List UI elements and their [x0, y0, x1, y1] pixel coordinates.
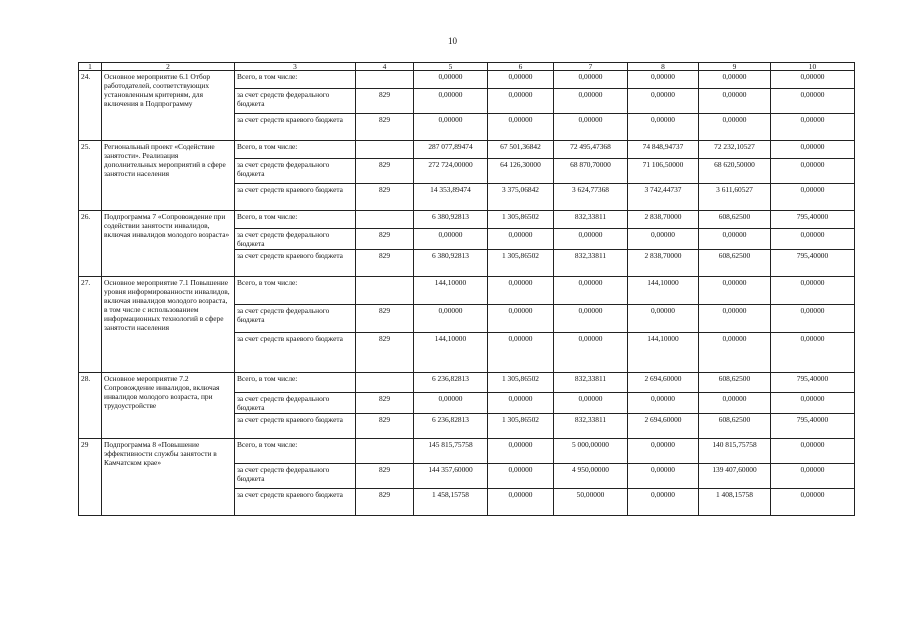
amount-cell: 795,40000 — [771, 211, 855, 229]
amount-cell: 144,10000 — [414, 333, 488, 373]
amount-cell: 1 408,15758 — [699, 489, 771, 516]
amount-cell: 72 232,10527 — [699, 141, 771, 159]
amount-cell: 3 375,06842 — [488, 184, 554, 211]
amount-cell: 0,00000 — [554, 229, 628, 250]
amount-cell: 6 380,92813 — [414, 211, 488, 229]
budget-code-cell: 829 — [356, 89, 414, 114]
amount-cell: 0,00000 — [699, 393, 771, 414]
amount-cell: 0,00000 — [628, 305, 699, 333]
amount-cell: 0,00000 — [628, 489, 699, 516]
funding-source-cell: за счет средств краевого бюджета — [235, 184, 356, 211]
amount-cell: 71 106,50000 — [628, 159, 699, 184]
amount-cell: 144 357,60000 — [414, 464, 488, 489]
amount-cell: 0,00000 — [771, 159, 855, 184]
funding-source-cell: Всего, в том числе: — [235, 277, 356, 305]
amount-cell: 0,00000 — [488, 305, 554, 333]
funding-source-cell: за счет средств федерального бюджета — [235, 393, 356, 414]
funding-source-cell: за счет средств краевого бюджета — [235, 489, 356, 516]
amount-cell: 0,00000 — [414, 114, 488, 141]
funding-source-cell: Всего, в том числе: — [235, 439, 356, 464]
column-header: 8 — [628, 63, 699, 71]
funding-source-cell: за счет средств федерального бюджета — [235, 89, 356, 114]
amount-cell: 0,00000 — [771, 489, 855, 516]
amount-cell: 2 838,70000 — [628, 250, 699, 277]
budget-code-cell: 829 — [356, 184, 414, 211]
budget-code-cell: 829 — [356, 489, 414, 516]
amount-cell: 3 742,44737 — [628, 184, 699, 211]
table-row — [79, 71, 855, 89]
amount-cell: 0,00000 — [628, 114, 699, 141]
amount-cell: 0,00000 — [414, 305, 488, 333]
amount-cell: 0,00000 — [488, 229, 554, 250]
amount-cell: 0,00000 — [771, 71, 855, 89]
amount-cell: 0,00000 — [771, 184, 855, 211]
budget-code-cell: 829 — [356, 305, 414, 333]
amount-cell: 0,00000 — [628, 89, 699, 114]
amount-cell: 0,00000 — [628, 71, 699, 89]
amount-cell: 608,62500 — [699, 373, 771, 393]
table-row — [79, 439, 855, 464]
amount-cell: 0,00000 — [699, 89, 771, 114]
amount-cell: 0,00000 — [699, 114, 771, 141]
amount-cell: 795,40000 — [771, 373, 855, 393]
amount-cell: 1 305,86502 — [488, 373, 554, 393]
amount-cell: 1 305,86502 — [488, 250, 554, 277]
amount-cell: 608,62500 — [699, 250, 771, 277]
budget-code-cell: 829 — [356, 114, 414, 141]
funding-source-cell: Всего, в том числе: — [235, 211, 356, 229]
amount-cell: 0,00000 — [554, 71, 628, 89]
amount-cell: 5 000,00000 — [554, 439, 628, 464]
column-header: 2 — [102, 63, 235, 71]
amount-cell: 139 407,60000 — [699, 464, 771, 489]
amount-cell: 3 611,60527 — [699, 184, 771, 211]
amount-cell: 0,00000 — [771, 393, 855, 414]
table-row — [79, 373, 855, 393]
amount-cell: 0,00000 — [699, 305, 771, 333]
budget-code-cell — [356, 211, 414, 229]
column-header: 5 — [414, 63, 488, 71]
amount-cell: 144,10000 — [628, 333, 699, 373]
budget-code-cell — [356, 71, 414, 89]
amount-cell: 0,00000 — [554, 305, 628, 333]
amount-cell: 0,00000 — [488, 393, 554, 414]
column-header: 1 — [79, 63, 102, 71]
budget-code-cell: 829 — [356, 393, 414, 414]
amount-cell: 0,00000 — [771, 114, 855, 141]
amount-cell: 0,00000 — [699, 229, 771, 250]
amount-cell: 0,00000 — [771, 464, 855, 489]
amount-cell: 0,00000 — [554, 89, 628, 114]
amount-cell: 0,00000 — [771, 333, 855, 373]
column-number-row — [79, 63, 855, 71]
amount-cell: 795,40000 — [771, 250, 855, 277]
row-number-cell: 25. — [79, 141, 102, 211]
amount-cell: 6 236,82813 — [414, 414, 488, 439]
amount-cell: 140 815,75758 — [699, 439, 771, 464]
amount-cell: 0,00000 — [771, 439, 855, 464]
column-header: 10 — [771, 63, 855, 71]
budget-code-cell: 829 — [356, 464, 414, 489]
funding-source-cell: за счет средств краевого бюджета — [235, 250, 356, 277]
amount-cell: 608,62500 — [699, 211, 771, 229]
amount-cell: 67 501,36842 — [488, 141, 554, 159]
amount-cell: 0,00000 — [488, 333, 554, 373]
budget-code-cell — [356, 141, 414, 159]
amount-cell: 0,00000 — [554, 393, 628, 414]
budget-code-cell — [356, 439, 414, 464]
amount-cell: 832,33811 — [554, 373, 628, 393]
amount-cell: 145 815,75758 — [414, 439, 488, 464]
amount-cell: 0,00000 — [488, 71, 554, 89]
amount-cell: 2 694,60000 — [628, 414, 699, 439]
amount-cell: 1 305,86502 — [488, 414, 554, 439]
amount-cell: 0,00000 — [771, 305, 855, 333]
table-row — [79, 277, 855, 305]
amount-cell: 272 724,00000 — [414, 159, 488, 184]
program-name-cell: Подпрограмма 8 «Повышение эффективности службы занятости в Камчатском крае» — [102, 439, 235, 516]
funding-source-cell: за счет средств краевого бюджета — [235, 333, 356, 373]
amount-cell: 0,00000 — [628, 439, 699, 464]
amount-cell: 0,00000 — [771, 89, 855, 114]
budget-code-cell — [356, 373, 414, 393]
amount-cell: 0,00000 — [699, 71, 771, 89]
funding-source-cell: за счет средств федерального бюджета — [235, 464, 356, 489]
amount-cell: 50,00000 — [554, 489, 628, 516]
amount-cell: 0,00000 — [554, 114, 628, 141]
amount-cell: 1 305,86502 — [488, 211, 554, 229]
column-header: 7 — [554, 63, 628, 71]
row-number-cell: 28. — [79, 373, 102, 439]
program-name-cell: Основное мероприятие 7.2 Сопровождение инвалидов, включая инвалидов молодого возраста, при трудоустройстве — [102, 373, 235, 439]
amount-cell: 74 848,94737 — [628, 141, 699, 159]
amount-cell: 14 353,89474 — [414, 184, 488, 211]
amount-cell: 0,00000 — [488, 89, 554, 114]
amount-cell: 287 077,89474 — [414, 141, 488, 159]
column-header: 6 — [488, 63, 554, 71]
amount-cell: 0,00000 — [554, 277, 628, 305]
budget-code-cell: 829 — [356, 414, 414, 439]
program-name-cell: Подпрограмма 7 «Сопровождение при содействии занятости инвалидов, включая инвалидов молодого возраста» — [102, 211, 235, 277]
page-number: 10 — [448, 36, 457, 46]
amount-cell: 0,00000 — [488, 114, 554, 141]
amount-cell: 3 624,77368 — [554, 184, 628, 211]
budget-code-cell: 829 — [356, 159, 414, 184]
table-row — [79, 211, 855, 229]
column-header: 3 — [235, 63, 356, 71]
program-name-cell: Основное мероприятие 6.1 Отбор работодателей, соответствующих установленным критериям, для включения в Подпрограмму — [102, 71, 235, 141]
amount-cell: 64 126,30000 — [488, 159, 554, 184]
amount-cell: 0,00000 — [414, 71, 488, 89]
amount-cell: 2 838,70000 — [628, 211, 699, 229]
program-name-cell: Региональный проект «Содействие занятости». Реализация дополнительных мероприятий в сфере занятости населения — [102, 141, 235, 211]
amount-cell: 68 870,70000 — [554, 159, 628, 184]
amount-cell: 0,00000 — [628, 229, 699, 250]
amount-cell: 68 620,50000 — [699, 159, 771, 184]
amount-cell: 0,00000 — [414, 89, 488, 114]
funding-source-cell: за счет средств федерального бюджета — [235, 229, 356, 250]
amount-cell: 0,00000 — [628, 393, 699, 414]
amount-cell: 832,33811 — [554, 211, 628, 229]
row-number-cell: 29 — [79, 439, 102, 516]
amount-cell: 0,00000 — [771, 277, 855, 305]
table-row — [79, 141, 855, 159]
program-name-cell: Основное мероприятие 7.1 Повышение уровня информированности инвалидов, включая инвалидов молодого возраста, в том числе с использованием информационных технологий в сфере занятости населения — [102, 277, 235, 373]
amount-cell: 832,33811 — [554, 414, 628, 439]
budget-code-cell: 829 — [356, 229, 414, 250]
column-header: 9 — [699, 63, 771, 71]
funding-source-cell: за счет средств федерального бюджета — [235, 305, 356, 333]
row-number-cell: 24. — [79, 71, 102, 141]
amount-cell: 0,00000 — [414, 229, 488, 250]
amount-cell: 0,00000 — [488, 277, 554, 305]
amount-cell: 0,00000 — [488, 464, 554, 489]
amount-cell: 6 236,82813 — [414, 373, 488, 393]
budget-code-cell — [356, 277, 414, 305]
amount-cell: 0,00000 — [554, 333, 628, 373]
amount-cell: 0,00000 — [488, 439, 554, 464]
amount-cell: 144,10000 — [414, 277, 488, 305]
amount-cell: 0,00000 — [414, 393, 488, 414]
funding-source-cell: Всего, в том числе: — [235, 71, 356, 89]
amount-cell: 0,00000 — [699, 277, 771, 305]
funding-source-cell: за счет средств краевого бюджета — [235, 114, 356, 141]
amount-cell: 2 694,60000 — [628, 373, 699, 393]
row-number-cell: 26. — [79, 211, 102, 277]
amount-cell: 0,00000 — [771, 141, 855, 159]
column-header: 4 — [356, 63, 414, 71]
amount-cell: 0,00000 — [771, 229, 855, 250]
amount-cell: 0,00000 — [699, 333, 771, 373]
amount-cell: 72 495,47368 — [554, 141, 628, 159]
amount-cell: 144,10000 — [628, 277, 699, 305]
amount-cell: 832,33811 — [554, 250, 628, 277]
amount-cell: 4 950,00000 — [554, 464, 628, 489]
amount-cell: 0,00000 — [488, 489, 554, 516]
funding-source-cell: Всего, в том числе: — [235, 141, 356, 159]
amount-cell: 6 380,92813 — [414, 250, 488, 277]
amount-cell: 795,40000 — [771, 414, 855, 439]
amount-cell: 0,00000 — [628, 464, 699, 489]
funding-source-cell: за счет средств краевого бюджета — [235, 414, 356, 439]
funding-source-cell: за счет средств федерального бюджета — [235, 159, 356, 184]
amount-cell: 608,62500 — [699, 414, 771, 439]
funding-source-cell: Всего, в том числе: — [235, 373, 356, 393]
row-number-cell: 27. — [79, 277, 102, 373]
amount-cell: 1 458,15758 — [414, 489, 488, 516]
budget-code-cell: 829 — [356, 333, 414, 373]
budget-code-cell: 829 — [356, 250, 414, 277]
budget-table — [78, 62, 855, 516]
